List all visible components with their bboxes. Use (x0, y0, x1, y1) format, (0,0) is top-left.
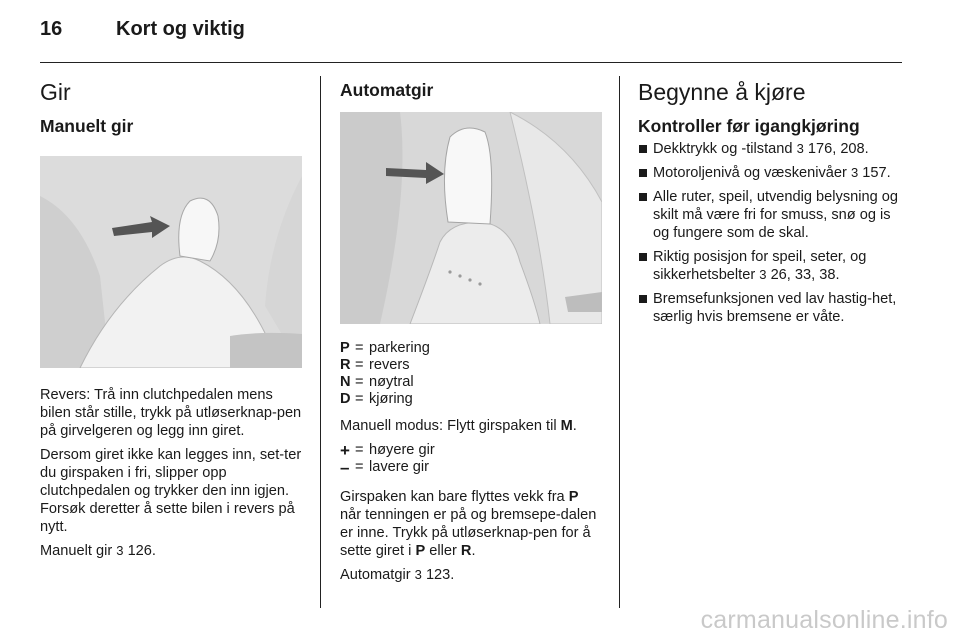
plus-icon: + (340, 441, 350, 460)
watermark: carmanualsonline.info (700, 606, 948, 634)
gear-position-list (340, 340, 602, 408)
column-start-driving (638, 76, 900, 332)
gear-position: N = nøytral (340, 374, 414, 390)
subtitle-automatgir: Automatgir (340, 80, 434, 100)
list-item: Motoroljenivå og væskenivåer 3 157. (638, 164, 900, 182)
shift-list (340, 442, 602, 476)
list-item: Alle ruter, speil, utvendig belysning og skilt må være fri for smuss, snø og is og fungere som de skal. (638, 188, 900, 242)
checklist (638, 140, 900, 326)
list-item: Riktig posisjon for speil, seter, og sikkerhetsbelter 3 26, 33, 38. (638, 248, 900, 284)
ref-arrow-icon: 3 (850, 165, 859, 180)
list-item: Dekktrykk og -tilstand 3 176, 208. (638, 140, 900, 158)
ref-arrow-icon: 3 (759, 267, 767, 282)
subtitle-manuelt-gir: Manuelt gir (40, 116, 134, 136)
gear-position: R = revers (340, 357, 410, 373)
automatic-gear-photo (340, 112, 602, 324)
minus-icon: – (340, 458, 350, 477)
shift-down: – = lavere gir (340, 458, 430, 477)
section-title-gir: Gir (40, 79, 71, 105)
gear-position: P = parkering (340, 340, 430, 356)
column-divider-2 (619, 76, 620, 608)
page-title: Kort og viktig (116, 18, 245, 40)
header-rule (40, 62, 902, 63)
ref-arrow-icon: 3 (116, 543, 124, 558)
xref-automatgir: Automatgir 3 123. (340, 567, 455, 583)
ref-arrow-icon: 3 (414, 567, 422, 582)
manual-mode-text: Manuell modus: Flytt girspaken til M. (340, 418, 577, 434)
page-number: 16 (40, 18, 63, 40)
reverse-retry-instructions: Dersom giret ikke kan legges inn, set-ter du girspaken i fri, slipper opp clutchpedalen og trykker den inn igjen. Forsøk deretter å sette bilen i revers på nytt. (40, 447, 302, 535)
section-title-begynne: Begynne å kjøre (638, 79, 806, 105)
reverse-instructions: Revers: Trå inn clutchpedalen mens bilen står stille, trykk på utløserknap-pen på girvelgeren og legg inn giret. (40, 387, 302, 439)
manual-gear-photo (40, 156, 302, 368)
list-item: Bremsefunksjonen ved lav hastig-het, særlig hvis bremsene er våte. (638, 290, 900, 326)
subtitle-kontroller: Kontroller før igangkjøring (638, 116, 860, 136)
column-automatic-gear (340, 76, 602, 584)
column-divider-1 (320, 76, 321, 608)
ref-arrow-icon: 3 (796, 141, 804, 156)
column-manual-gear (40, 76, 302, 560)
lever-release-instructions: Girspaken kan bare flyttes vekk fra P når tenningen er på og bremsepe-dalen er inne. Trykk på utløserknap-pen for å sette giret i P eller R. (340, 489, 597, 559)
gear-position: D = kjøring (340, 391, 413, 407)
xref-manuelt-gir: Manuelt gir 3 126. (40, 543, 156, 559)
shift-up: + = høyere gir (340, 441, 435, 460)
